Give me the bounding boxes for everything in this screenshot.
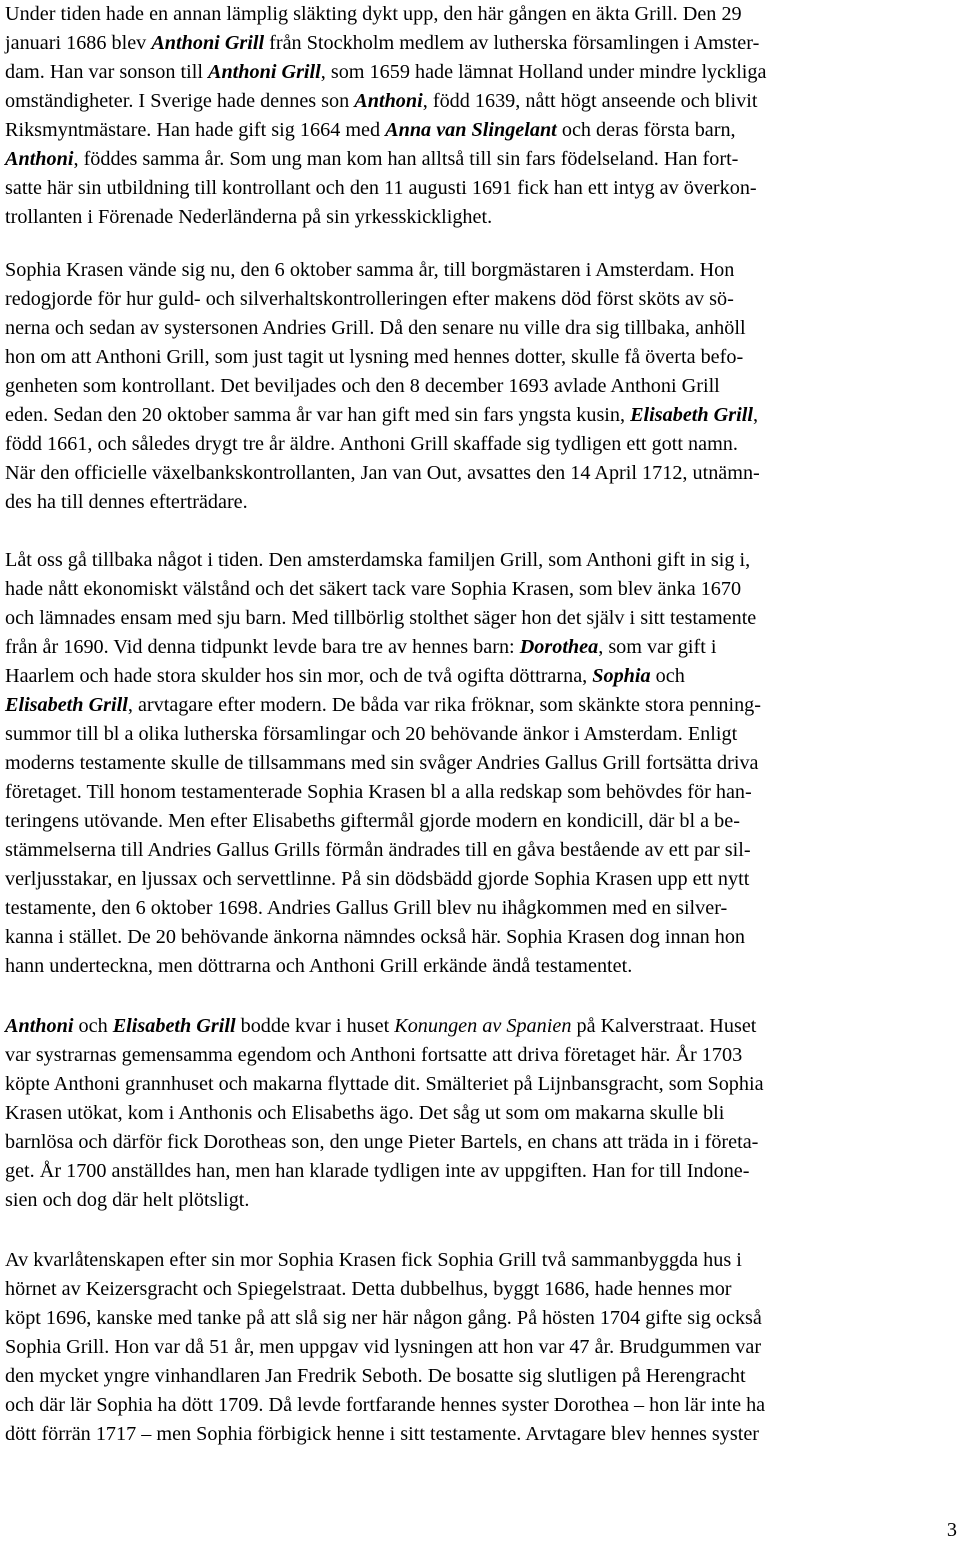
text-run: nerna och sedan av systersonen Andries Grill. Då den senare nu ville dra sig tillbaka, anhöll bbox=[5, 317, 746, 339]
text-line bbox=[5, 256, 960, 285]
page-number: 3 bbox=[946, 1519, 957, 1541]
text-line bbox=[5, 923, 960, 952]
text-line bbox=[5, 29, 960, 58]
text-line bbox=[5, 1391, 960, 1420]
text-run: , som var gift i bbox=[598, 636, 717, 658]
text-run: och lämnades ensam med sju barn. Med tillbörlig stolthet säger hon det själv i sitt testamente bbox=[5, 607, 757, 629]
text-line bbox=[5, 1333, 960, 1362]
text-line bbox=[5, 691, 960, 720]
text-run: get. År 1700 anställdes han, men han klarade tydligen inte av uppgiften. Han for till Indone- bbox=[5, 1160, 750, 1182]
text-run: satte här sin utbildning till kontrollant och den 11 augusti 1691 fick han ett intyg av överkon- bbox=[5, 177, 757, 199]
text-run: köpt 1696, kanske med tanke på att slå sig ner här någon gång. På hösten 1704 gifte sig också bbox=[5, 1307, 762, 1329]
text-line bbox=[5, 952, 960, 981]
text-line bbox=[5, 285, 960, 314]
text-line bbox=[5, 459, 960, 488]
text-run: den mycket yngre vinhandlaren Jan Fredrik Seboth. De bosatte sig slutligen på Herengracht bbox=[5, 1365, 746, 1387]
text-line bbox=[5, 314, 960, 343]
text-line bbox=[5, 662, 960, 691]
text-run: och bbox=[73, 1015, 113, 1037]
text-line bbox=[5, 0, 960, 29]
text-line bbox=[5, 343, 960, 372]
text-line bbox=[5, 1362, 960, 1391]
text-run: sien och dog där helt plötsligt. bbox=[5, 1189, 250, 1211]
text-run: verljusstakar, en ljussax och servettlinne. På sin dödsbädd gjorde Sophia Krasen upp ett nytt bbox=[5, 868, 750, 890]
text-line bbox=[5, 145, 960, 174]
text-run: född 1661, och således drygt tre år äldre. Anthoni Grill skaffade sig tydligen ett gott namn. bbox=[5, 433, 738, 455]
text-run: , arvtagare efter modern. De båda var rika fröknar, som skänkte stora penning- bbox=[127, 694, 761, 716]
text-line bbox=[5, 865, 960, 894]
text-run: köpte Anthoni grannhuset och makarna flyttade dit. Smälteriet på Lijnbansgracht, som Sophia bbox=[5, 1073, 764, 1095]
text-run: Riksmyntmästare. Han hade gift sig 1664 med bbox=[5, 119, 386, 141]
emphasized-name: Anna van Slingelant bbox=[385, 119, 557, 141]
text-line bbox=[5, 836, 960, 865]
text-line bbox=[5, 430, 960, 459]
text-run: moderns testamente skulle de tillsammans med sin svåger Andries Gallus Grill fortsätta driva bbox=[5, 752, 759, 774]
text-line bbox=[5, 1012, 960, 1041]
text-run: företaget. Till honom testamenterade Sophia Krasen bl a alla redskap som behövdes för han- bbox=[5, 781, 752, 803]
text-run: Haarlem och hade stora skulder hos sin mor, och de två ogifta döttrarna, bbox=[5, 665, 593, 687]
emphasized-name: Elisabeth Grill bbox=[630, 404, 753, 426]
text-line bbox=[5, 546, 960, 575]
text-line bbox=[5, 1128, 960, 1157]
text-run: var systrarnas gemensamma egendom och Anthoni fortsatte att driva företaget här. År 1703 bbox=[5, 1044, 743, 1066]
text-line bbox=[5, 1041, 960, 1070]
text-run: Av kvarlåtenskapen efter sin mor Sophia Krasen fick Sophia Grill två sammanbyggda hus i bbox=[5, 1249, 742, 1271]
text-run: Krasen utökat, kom i Anthonis och Elisabeths ägo. Det såg ut som om makarna skulle bli bbox=[5, 1102, 725, 1124]
text-run: bodde kvar i huset bbox=[235, 1015, 395, 1037]
text-line bbox=[5, 1420, 960, 1449]
text-line bbox=[5, 372, 960, 401]
text-line bbox=[5, 778, 960, 807]
text-run: , bbox=[752, 404, 758, 426]
emphasized-name: Dorothea bbox=[519, 636, 599, 658]
text-line bbox=[5, 894, 960, 923]
emphasized-name: Elisabeth Grill bbox=[5, 694, 128, 716]
text-run: från år 1690. Vid denna tidpunkt levde bara tre av hennes barn: bbox=[5, 636, 520, 658]
text-line bbox=[5, 401, 960, 430]
text-line bbox=[5, 174, 960, 203]
text-run: och bbox=[650, 665, 685, 687]
text-run: , föddes samma år. Som ung man kom han alltså till sin fars födelseland. Han fort- bbox=[73, 148, 739, 170]
text-run: dam. Han var sonson till bbox=[5, 61, 208, 83]
text-run: från Stockholm medlem av lutherska församlingen i Amster- bbox=[264, 32, 760, 54]
emphasized-name: Anthoni bbox=[5, 1015, 74, 1037]
text-run: dött förrän 1717 – men Sophia förbigick henne i sitt testamente. Arvtagare blev hennes syster bbox=[5, 1423, 760, 1445]
text-run: Låt oss gå tillbaka något i tiden. Den amsterdamska familjen Grill, som Anthoni gift in sig i, bbox=[5, 549, 751, 571]
paragraph-kalverstraat-house bbox=[5, 1012, 960, 1215]
text-run: Sophia Krasen vände sig nu, den 6 oktober samma år, till borgmästaren i Amsterdam. Hon bbox=[5, 259, 735, 281]
text-line bbox=[5, 203, 960, 232]
italic-text: Konungen av Spanien bbox=[394, 1015, 572, 1037]
text-run: trollanten i Förenade Nederländerna på sin yrkesskicklighet. bbox=[5, 206, 493, 228]
text-run: Under tiden hade en annan lämplig släkting dykt upp, den här gången en äkta Grill. Den 29 bbox=[5, 3, 742, 25]
emphasized-name: Anthoni Grill bbox=[207, 61, 321, 83]
text-line bbox=[5, 807, 960, 836]
text-run: genheten som kontrollant. Det beviljades och den 8 december 1693 avlade Anthoni Grill bbox=[5, 375, 720, 397]
text-run: teringens utövande. Men efter Elisabeths giftermål gjorde modern en kondicill, där bl a be- bbox=[5, 810, 740, 832]
text-run: hann underteckna, men döttrarna och Anthoni Grill erkände ändå testamentet. bbox=[5, 955, 633, 977]
text-run: stämmelserna till Andries Gallus Grills förmån ändrades till en gåva bestående av ett par sil- bbox=[5, 839, 751, 861]
text-run: eden. Sedan den 20 oktober samma år var han gift med sin fars yngsta kusin, bbox=[5, 404, 631, 426]
text-run: testamente, den 6 oktober 1698. Andries Gallus Grill blev nu ihågkommen med en silver- bbox=[5, 897, 728, 919]
text-line bbox=[5, 749, 960, 778]
text-line bbox=[5, 87, 960, 116]
text-run: summor till bl a olika lutherska församlingar och 20 behövande änkor i Amsterdam. Enligt bbox=[5, 723, 738, 745]
text-line bbox=[5, 575, 960, 604]
text-run: kanna i stället. De 20 behövande änkorna nämndes också här. Sophia Krasen dog innan hon bbox=[5, 926, 746, 948]
text-line bbox=[5, 1157, 960, 1186]
text-run: omständigheter. I Sverige hade dennes son bbox=[5, 90, 355, 112]
text-run: Sophia Grill. Hon var då 51 år, men uppgav vid lysningen att hon var 47 år. Brudgummen var bbox=[5, 1336, 762, 1358]
text-line bbox=[5, 1304, 960, 1333]
emphasized-name: Anthoni bbox=[354, 90, 423, 112]
paragraph-sophia-krasen-petition bbox=[5, 256, 960, 517]
emphasized-name: Anthoni bbox=[5, 148, 74, 170]
emphasized-name: Sophia bbox=[592, 665, 651, 687]
text-line bbox=[5, 116, 960, 145]
text-run: och där lär Sophia ha dött 1709. Då levde fortfarande hennes syster Dorothea – hon lär inte ha bbox=[5, 1394, 766, 1416]
text-run: och deras första barn, bbox=[556, 119, 736, 141]
text-line bbox=[5, 1099, 960, 1128]
text-run: hon om att Anthoni Grill, som just tagit ut lysning med hennes dotter, skulle få överta befo- bbox=[5, 346, 744, 368]
text-line bbox=[5, 633, 960, 662]
text-line bbox=[5, 1275, 960, 1304]
emphasized-name: Elisabeth Grill bbox=[112, 1015, 236, 1037]
text-run: hade nått ekonomiskt välstånd och det säkert tack vare Sophia Krasen, som blev änka 1670 bbox=[5, 578, 742, 600]
text-run: När den officielle växelbankskontrollanten, Jan van Out, avsattes den 14 April 1712, utnämn- bbox=[5, 462, 760, 484]
text-line bbox=[5, 1186, 960, 1215]
text-run: januari 1686 blev bbox=[5, 32, 152, 54]
text-run: , född 1639, nått högt anseende och blivit bbox=[422, 90, 758, 112]
emphasized-name: Anthoni Grill bbox=[151, 32, 265, 54]
text-run: på Kalverstraat. Huset bbox=[571, 1015, 757, 1037]
paragraph-anthoni-grill-arrival bbox=[5, 0, 960, 232]
text-run: barnlösa och därför fick Dorotheas son, den unge Pieter Bartels, en chans att träda in i företa- bbox=[5, 1131, 759, 1153]
text-run: hörnet av Keizersgracht och Spiegelstraat. Detta dubbelhus, byggt 1686, hade hennes mor bbox=[5, 1278, 732, 1300]
text-run: redogjorde för hur guld- och silverhaltskontrolleringen efter makens död först sköts av sö- bbox=[5, 288, 734, 310]
paragraph-sophia-grill-inheritance bbox=[5, 1246, 960, 1449]
text-line bbox=[5, 58, 960, 87]
text-line bbox=[5, 720, 960, 749]
text-line bbox=[5, 604, 960, 633]
text-run: des ha till dennes efterträdare. bbox=[5, 491, 248, 513]
text-line bbox=[5, 1070, 960, 1099]
text-line bbox=[5, 488, 960, 517]
text-line bbox=[5, 1246, 960, 1275]
paragraph-grill-family-history bbox=[5, 546, 960, 981]
text-run: , som 1659 hade lämnat Holland under mindre lyckliga bbox=[320, 61, 767, 83]
